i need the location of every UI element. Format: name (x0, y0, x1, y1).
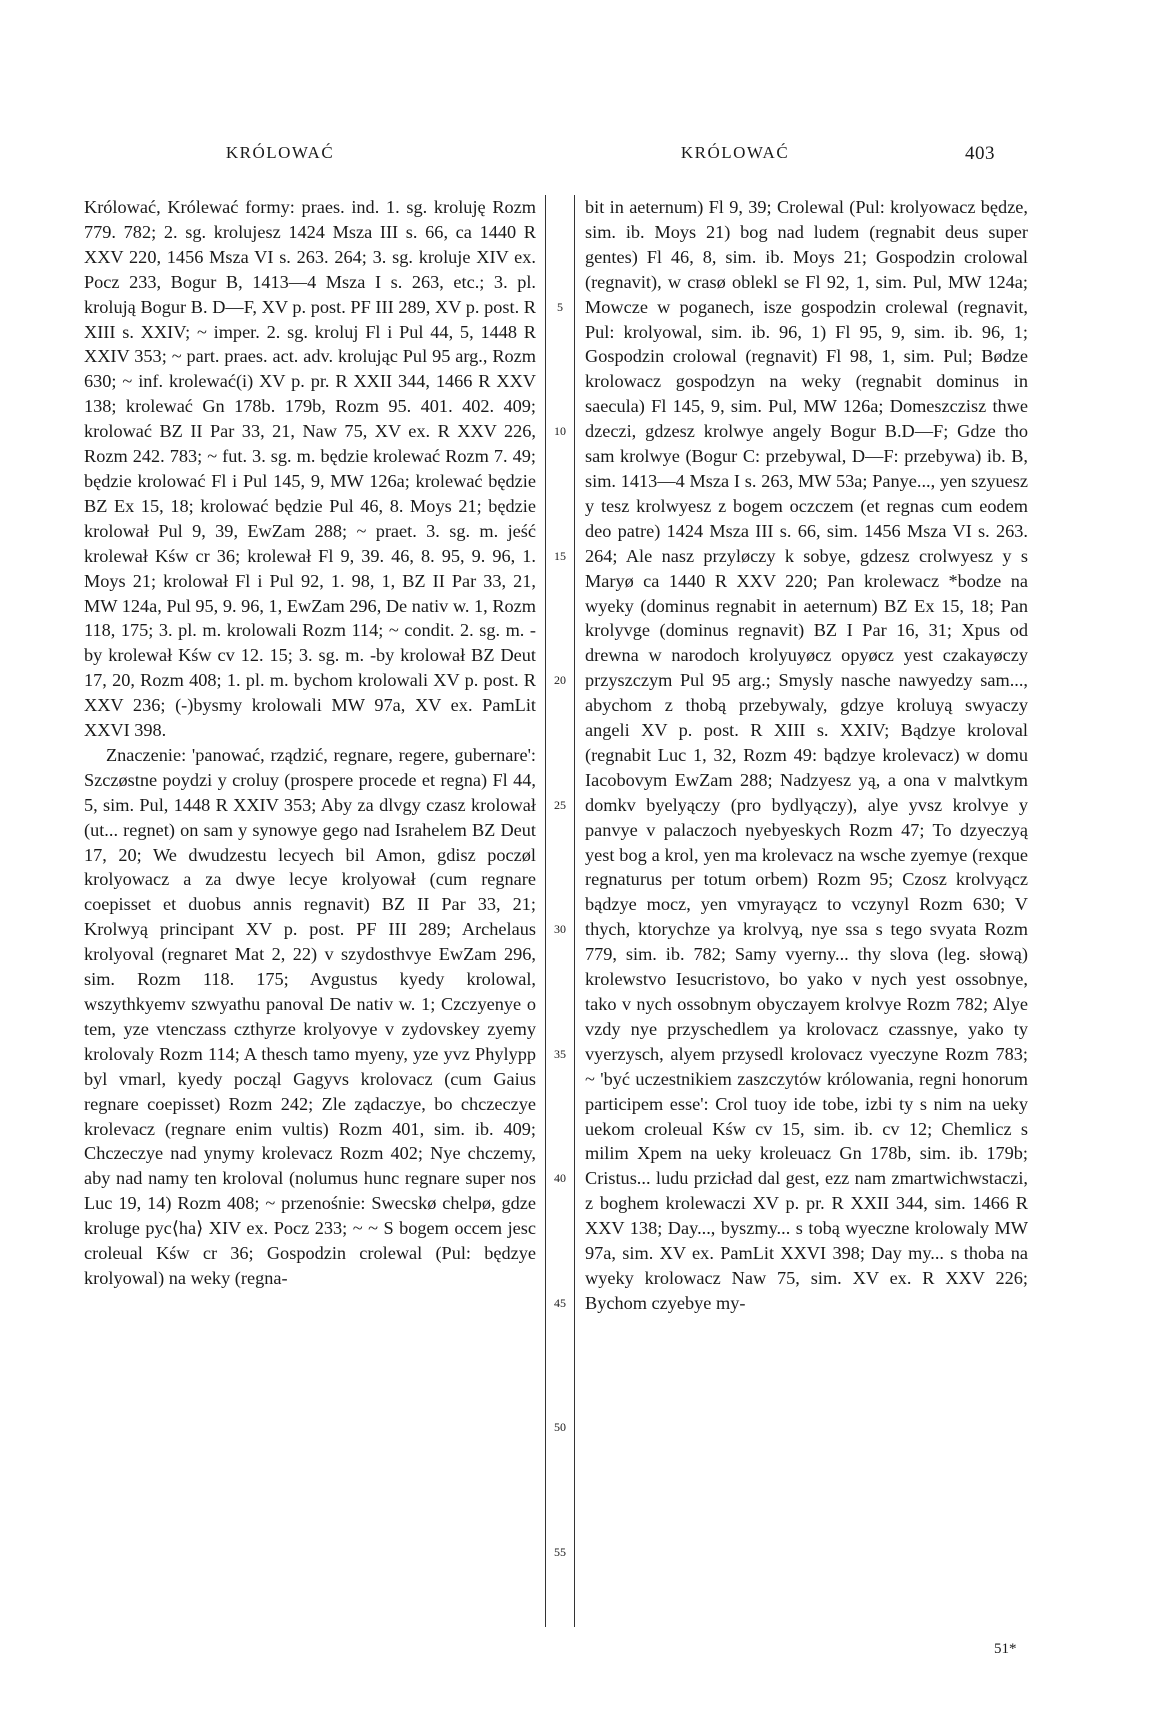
page-number: 403 (965, 143, 995, 164)
line-number: 30 (554, 922, 566, 937)
line-number: 55 (554, 1544, 566, 1559)
entry-forms-paragraph: Królować, Królewać formy: praes. ind. 1. sg. kroluję Rozm 779. 782; 2. sg. krolujesz 1424 Msza III s. 66, ca 1440 R XXV 220, 1456 Msza VI s. 263. 264; 3. sg. kroluje XIV ex. Pocz 233, Bogur B, 1413—4 Msza I s. 263, etc.; 3. pl. krolują Bogur B. D—F, XV p. post. PF III 289, XV p. post. R XIII s. XXIV; ~ imper. 2. sg. kroluj Fl i Pul 44, 5, 1448 R XXIV 353; ~ part. praes. act. adv. krolując Pul 95 arg., Rozm 630; ~ inf. krolewać(i) XV p. pr. R XXII 344, 1466 R XXV 138; krolewać Gn 178b. 179b, Rozm 95. 401. 402. 409; krolować BZ II Par 33, 21, Naw 75, XV ex. R XXV 226, Rozm 242. 783; ~ fut. 3. sg. m. będzie krolewać Rozm 7. 49; będzie krolować Fl i Pul 145, 9, MW 126a; krolewać będzie BZ Ex 15, 18; krolować będzie Pul 46, 8. Moys 21; będzie krolował Pul 9, 39, EwZam 288; ~ praet. 3. sg. m. jeść krolewał Kśw cr 36; krolewał Fl 9, 39. 46, 8. 95, 9. 96, 1. Moys 21; krolował Fl i Pul 92, 1. 98, 1, BZ II Par 33, 21, MW 124a, Pul 95, 9. 96, 1, EwZam 296, De nativ w. 1, Rozm 118, 175; 3. pl. m. krolowali Rozm 114; ~ condit. 2. sg. m. -by krolewał Kśw cv 12. 15; 3. sg. m. -by krolował BZ Deut 17, 20, Rozm 408; 1. pl. m. bychom krolowali XV p. post. R XXV 236; (-)bysmy krolowali MW 97a, XV ex. PamLit XXVI 398. (84, 197, 536, 741)
line-number: 50 (554, 1420, 566, 1435)
entry-meaning-paragraph: Znaczenie: 'panować, rządzić, regnare, regere, gubernare': Szczøstne poydzi y croluy (prospere procede et regna) Fl 44, 5, sim. Pul, 1448 R XXIV 353; Aby za dlvgy czasz krolował (ut... regnet) on sam y synowye gego nad Israhelem BZ Deut 17, 20; We dwudzestu lecyech bil Amon, gdisz poczøl krolyowacz a za dwye lecye krolyował (cum regnare coepisset et duobus annis regnavit) BZ II Par 33, 21; Krolwyą principant XV p. post. PF III 289; Archelaus krolyoval (regnaret Mat 2, 22) v szydosthvye EwZam 296, sim. Rozm 118. 175; Avgustus kyedy krolowal, wszythkyemv szwyathu panoval De nativ w. 1; Czczyenye o tem, yze vtenczass czthyrze krolyovye v zydovskey zyemy krolovaly Rozm 114; A thesch tamo myeny, yze yvz Phylypp byl vmarl, kyedy począl Gagyvs krolovacz (cum Gaius regnare coepisset) Rozm 242; Zle ządaczye, bo chczeczye krolevacz (regnare enim vultis) Rozm 401, sim. ib. 409; Chczeczye nad ynymy krolevacz Rozm 402; Nye chczemy, aby nad namy ten kroloval (nolumus hunc regnare super nos Luc 19, 14) Rozm 408; ~ przenośnie: Swecskø chelpø, gdze kroluge pyc⟨ha⟩ XIV ex. Pocz 233; ~ ~ S bogem occem jesc croleual Kśw cr 36; Gospodzin crolewal (Pul: będzye krolyowal) na weky (regna- (84, 744, 536, 1288)
line-number: 15 (554, 548, 566, 563)
line-number: 5 (557, 299, 563, 314)
line-number: 35 (554, 1046, 566, 1061)
line-number: 45 (554, 1295, 566, 1310)
right-column (585, 195, 1028, 1630)
entry-continuation-paragraph: bit in aeternum) Fl 9, 39; Crolewal (Pul: krolyowacz będze, sim. ib. Moys 21) bog nad ludem (regnabit deus super gentes) Fl 46, 8, sim. ib. Moys 21; Gospodzin crolowal (regnavit), w crasø oblekl se Fl 92, 1, sim. Pul, MW 124a; Mowcze w poganech, isze gospodzin crolewal (regnavit, Pul: krolyowal, sim. ib. 96, 1) Fl 95, 9, sim. ib. 96, 1; Gospodzin crolowal (regnavit) Fl 98, 1, sim. Pul; Bødze krolowacz gospodzyn na weky (regnabit dominus in saecula) Fl 145, 9, sim. Pul, MW 126a; Domeszczisz thwe dzeczi, gdzesz krolwye angely Bogur B.D—F; Gdze tho sam krolwye (Bogur C: przebywal, D—F: przebywa) ib. B, sim. 1413—4 Msza I s. 263, MW 53a; Panye..., yen szyuesz y tesz krolwyesz z bogem oczczem (et regnas cum eodem deo patre) 1424 Msza III s. 66, sim. 1456 Msza VI s. 263. 264; Ale nasz przyløczy k sobye, gdzesz crolwyesz y s Maryø ca 1440 R XXV 220; Pan krolewacz *bodze na wyeky (dominus regnabit in aeternum) BZ Ex 15, 18; Pan krolyvge (dominus regnavit) BZ I Par 16, 31; Xpus od drewna w narodoch krolyuyøcz opyøcz yest czakayøczy przyszczym Pul 95 arg.; Smysly nasche nawyedzy sam..., abychom z thobą przebywaly, gdzye kroluyą swyaczy angeli XV p. post. R XIII s. XXIV; Bądzye kroloval (regnabit Luc 1, 32, Rozm 49: bądzye krolevacz) w domu Iacobovym EwZam 288; Nadzyesz yą, a ona v malvtkym domkv byelyączy (pro bydlyączy), alye yvsz krolvye y panvye v palaczoch nyebyeskych Rozm 47; To dzyeczyą yest bog a krol, yen ma krolevacz na wsche zyemye (rexque regnaturus per totum orbem) Rozm 95; Czosz krolvyącz bądzye mocz, yen vmyrayącz to vczynyl Rozm 630; V thych, ktorychze ya krolvyą, nye ssa s tego svyata Rozm 779, sim. ib. 782; Samy vyerny... thy slova (leg. słową) krolewstvo Iesucristovo, bo yako v nych yest ossobnye, tako v nych ossobnym obyczayem krolvye Rozm 782; Alye vzdy nye przyschedlem ya krolovacz czassnye, yako ty vyerzysch, alyem przysedl krolovacz vyeczyne Rozm 783; ~ 'być uczestnikiem zaszczytów królowania, regni honorum participem esse': Crol tuoy ide tobe, izbi ty s nim na ueky uekom croleual Kśw cv 15, sim. ib. cv 12; Chemlicz s milim Xpem na ueky kroleuacz Gn 178b, sim. ib. 179b; Cristus... ludu przicład dal gest, ezz nam zmartwichwstaczi, z boghem krolewaczi XV p. pr. R XXII 344, sim. 1466 R XXV 138; Day..., byszmy... s tobą wyeczne krolowaly MW 97a, sim. XV ex. PamLit XXVI 398; Day my... s thoba na wyeky krolowacz Naw 75, sim. XV ex. R XXV 226; Bychom czyebye my- (585, 197, 1028, 1313)
running-head-right: KRÓLOWAĆ (680, 143, 790, 162)
left-column (84, 195, 536, 1630)
line-number: 20 (554, 673, 566, 688)
line-number: 10 (554, 424, 566, 439)
column-rule-right (574, 195, 575, 1627)
line-number: 40 (554, 1171, 566, 1186)
line-number-gutter (546, 195, 574, 1627)
line-number: 25 (554, 797, 566, 812)
sheet-signature: 51* (994, 1641, 1017, 1657)
running-head-left: KRÓLOWAĆ (225, 143, 335, 162)
